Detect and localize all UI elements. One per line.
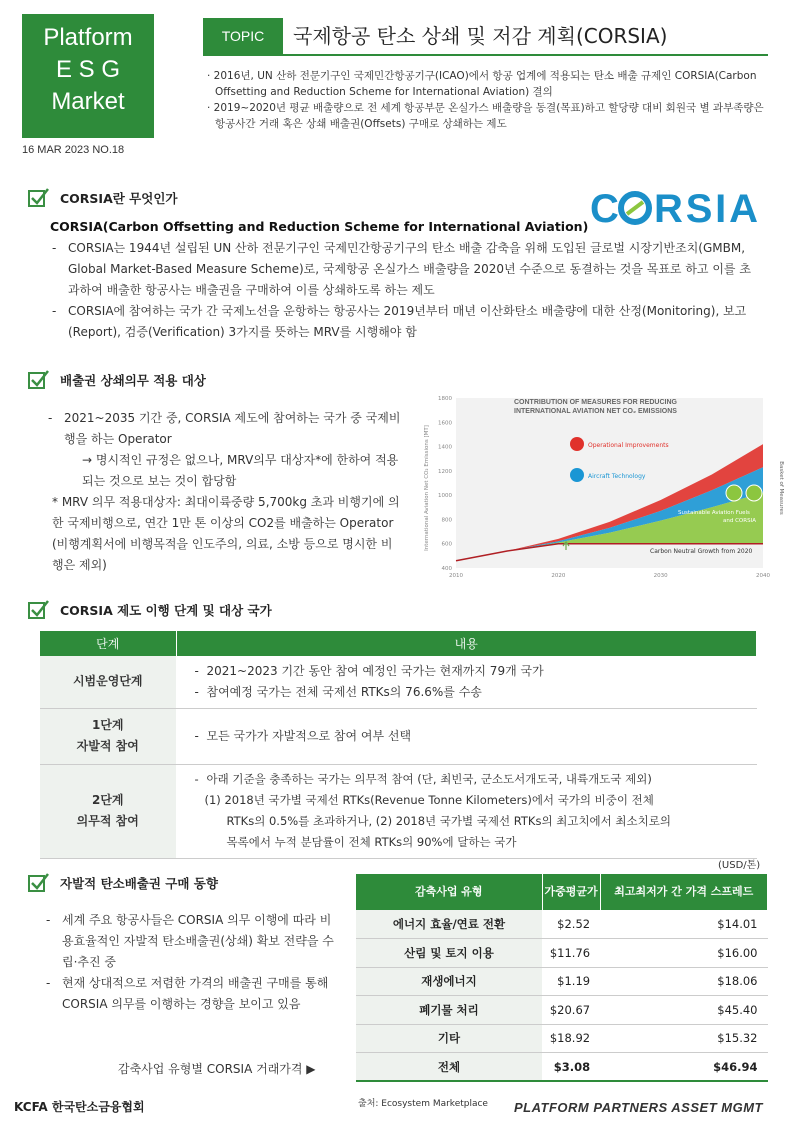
x-tick-label: 2010 <box>449 573 463 578</box>
section-title: 배출권 상쇄의무 적용 대상 <box>60 373 206 388</box>
bullet-item: - 세계 주요 항공사들은 CORSIA 의무 이행에 따라 비용효율적인 자발적 탄소배출권(상쇄) 확보 전략을 수립·추진 중 <box>44 910 340 973</box>
bullet-item: - CORSIA에 참여하는 국가 간 국제노선을 운항하는 항공사는 2019년부터 매년 이산화탄소 배출량에 대한 산정(Monitoring), 보고(Report), 검증(Verification) 3가지를 뜻하는 MRV를 시행해야 함 <box>50 301 760 343</box>
stage-subname: 의무적 참여 <box>76 814 139 828</box>
arrow-note: → 명시적인 규정은 없으나, MRV의무 대상자*에 한하여 적용되는 것으로 보는 것이 합당함 <box>82 453 399 488</box>
project-type: 기타 <box>356 1024 542 1053</box>
topic-badge: TOPIC <box>203 18 283 54</box>
stage-label <box>40 708 176 764</box>
bullet-item: - 2021~2035 기간 중, CORSIA 제도에 참여하는 국가 중 국제비행을 하는 Operator <box>46 408 402 450</box>
price-spread: $15.32 <box>600 1024 767 1053</box>
corsia-logo <box>590 186 760 230</box>
y-tick-label: 1000 <box>438 493 452 500</box>
price-spread: $14.01 <box>600 910 767 939</box>
price-spread: $45.40 <box>600 996 767 1025</box>
footnote-note: * MRV 의무 적용대상자: 최대이륙중량 5,700kg 초과 비행기에 의한 국제비행으로, 연간 1만 톤 이상의 CO2를 배출하는 Operator (비행계획서에 비행목적을 인도주의, 의료, 소방 등으로 명시한 비행은 제외) <box>52 495 400 572</box>
annotation-operational: Operational Improvements <box>588 442 669 449</box>
annotation-neutral: Carbon Neutral Growth from 2020 <box>650 548 753 555</box>
price-spread: $16.00 <box>600 939 767 968</box>
content-subline: (1) 2018년 국가별 국제선 RTKs(Revenue Tonne Kilometers)에서 국가의 비중이 전체 <box>204 793 654 807</box>
footer-org: KCFA 한국탄소금융협회 <box>14 1100 145 1114</box>
stage-content <box>176 764 757 858</box>
content-subline: 목록에서 누적 분담률이 전체 RTKs의 90%에 달하는 국가 <box>226 835 517 849</box>
stage-label <box>40 764 176 858</box>
section-heading-corsia <box>28 188 177 208</box>
stage-content <box>176 708 757 764</box>
project-type: 재생에너지 <box>356 967 542 996</box>
annotation-technology: Aircraft Technology <box>588 473 646 480</box>
content-line: - 2021~2023 기간 동안 참여 예정인 국가는 현재까지 79개 국가 <box>195 661 757 682</box>
masthead-line-1: Platform <box>43 24 133 51</box>
corsia-full-name: CORSIA(Carbon Offsetting and Reduction Scheme for International Aviation) <box>50 219 589 234</box>
svg-text:RSIA: RSIA <box>654 187 758 230</box>
masthead-logo <box>22 14 154 138</box>
y-tick-label: 1200 <box>438 468 452 475</box>
table-row-total <box>356 1053 768 1082</box>
footer-partner: PLATFORM PARTNERS ASSET MGMT <box>514 1100 763 1115</box>
average-price: $2.52 <box>542 910 600 939</box>
project-type: 전체 <box>356 1053 542 1082</box>
intro-summary <box>203 68 773 132</box>
project-type: 폐기물 처리 <box>356 996 542 1025</box>
chart-title-line2: INTERNATIONAL AVIATION NET CO₂ EMISSIONS <box>514 408 677 415</box>
content-line: - 모든 국가가 자발적으로 참여 여부 선택 <box>195 726 757 747</box>
column-header-type: 감축사업 유형 <box>356 874 542 910</box>
section-title: 자발적 탄소배출권 구매 동향 <box>60 876 218 891</box>
y-axis-label: International Aviation Net CO₂ Emissions [MT] <box>424 425 430 551</box>
section-heading-targets <box>28 370 206 390</box>
table-row <box>40 764 757 858</box>
price-spread: $46.94 <box>600 1053 767 1082</box>
price-table-header <box>356 874 768 910</box>
content-line: - 아래 기준을 충족하는 국가는 의무적 참여 (단, 최빈국, 군소도서개도국, 내륙개도국 제외) <box>195 769 757 790</box>
fuel-icon <box>726 485 742 501</box>
phase-table-header <box>40 631 757 656</box>
stage-subname: 자발적 참여 <box>76 739 139 753</box>
average-price: $1.19 <box>542 967 600 996</box>
intro-line: · 2016년, UN 산하 전문기구인 국제민간항공기구(ICAO)에서 항공 업계에 적용되는 탄소 배출 규제인 CORSIA(Carbon Offsetting and Reduction Scheme for International Aviation) 결의 <box>207 70 757 98</box>
table-row <box>40 656 757 708</box>
y-tick-label: 400 <box>441 566 452 572</box>
annotation-saf: Sustainable Aviation Fuels <box>678 510 750 516</box>
corsia-icon <box>746 485 762 501</box>
chart-title: CONTRIBUTION OF MEASURES FOR REDUCING <box>514 399 677 406</box>
average-price: $18.92 <box>542 1024 600 1053</box>
content-subline: RTKs의 0.5%를 초과하거나, (2) 2018년 국가별 국제선 RTKs의 최고치에서 최소치로의 <box>226 814 671 828</box>
intro-line: · 2019~2020년 평균 배출량으로 전 세계 항공부문 온실가스 배출량을 동결(목표)하고 할당량 대비 회원국 별 과부족량은 항공사간 거래 혹은 상쇄 배출권(Offsets) 구매로 상쇄하는 제도 <box>207 102 764 130</box>
average-price: $3.08 <box>542 1053 600 1082</box>
aircraft-icon <box>570 468 584 482</box>
emissions-chart-svg <box>418 388 788 578</box>
y-tick-label: 1600 <box>438 420 452 427</box>
x-tick-label: 2040 <box>756 573 770 578</box>
average-price: $20.67 <box>542 996 600 1025</box>
topic-header <box>203 18 768 56</box>
svg-text:C: C <box>590 187 619 230</box>
column-header-content: 내용 <box>176 631 757 656</box>
emissions-chart <box>418 388 788 578</box>
section-title: CORSIA 제도 이행 단계 및 대상 국가 <box>60 603 272 618</box>
stage-content <box>176 656 757 708</box>
project-type: 에너지 효율/연료 전환 <box>356 910 542 939</box>
checkbox-icon <box>28 370 50 390</box>
checkbox-icon <box>28 188 50 208</box>
phase-table <box>40 631 757 859</box>
table-row <box>40 708 757 764</box>
checkbox-icon <box>28 600 50 620</box>
project-type: 산림 및 토지 이용 <box>356 939 542 968</box>
table-row <box>356 996 768 1025</box>
issue-date: 16 MAR 2023 NO.18 <box>22 144 125 156</box>
stage-name: 1단계 <box>91 718 124 732</box>
right-axis-label: Basket of Measures <box>778 461 784 515</box>
y-tick-label: 600 <box>441 541 452 548</box>
table-row <box>356 939 768 968</box>
bullet-item: - 현재 상대적으로 저렴한 가격의 배출권 구매를 통해 CORSIA 의무를 이행하는 경향을 보이고 있음 <box>44 973 340 1015</box>
section1-bullets <box>50 238 760 343</box>
x-tick-label: 2020 <box>551 573 566 578</box>
table-caption: 감축사업 유형별 CORSIA 거래가격 ▶ <box>118 1062 316 1076</box>
bullet-item: - CORSIA는 1944년 설립된 UN 산하 전문기구인 국제민간항공기구의 탄소 배출 감축을 위해 도입된 글로벌 시장기반조치(GMBM, Global Market-Based Measure Scheme)로, 국제항공 온실가스 배출량을 2020년 수준으로 동결하는 것을 목표로 하고 이를 초과하여 배출한 항공사는 배출권을 구매하여 이를 상쇄하도록 하는 제도 <box>50 238 760 301</box>
content-line: - 참여예정 국가는 전체 국제선 RTKs의 76.6%를 수송 <box>195 682 757 703</box>
table-source: 출처: Ecosystem Marketplace <box>358 1099 488 1109</box>
stage-label <box>40 656 176 708</box>
section-title: CORSIA란 무엇인가 <box>60 191 178 206</box>
checkbox-icon <box>28 873 50 893</box>
y-tick-label: 1800 <box>438 396 452 402</box>
column-header-average: 가중평균가 <box>542 874 600 910</box>
section2-bullets <box>46 408 402 576</box>
section4-bullets <box>44 910 340 1015</box>
price-table <box>356 874 768 1082</box>
section-heading-phases <box>28 600 272 620</box>
operations-icon <box>570 437 584 451</box>
table-row <box>356 1024 768 1053</box>
unit-label: (USD/톤) <box>718 860 761 871</box>
table-row <box>356 910 768 939</box>
price-spread: $18.06 <box>600 967 767 996</box>
topic-title: 국제항공 탄소 상쇄 및 저감 계획(CORSIA) <box>293 24 668 48</box>
section-heading-voluntary <box>28 873 218 893</box>
masthead-line-3: Market <box>51 88 125 115</box>
x-tick-label: 2030 <box>653 573 668 578</box>
table-row <box>356 967 768 996</box>
column-header-spread: 최고최저가 간 가격 스프레드 <box>600 874 767 910</box>
stage-name: 시범운영단계 <box>72 674 143 689</box>
stage-name: 2단계 <box>91 793 124 807</box>
annotation-saf-2: and CORSIA <box>723 518 756 524</box>
masthead-line-2: E S G <box>55 56 121 83</box>
average-price: $11.76 <box>542 939 600 968</box>
y-tick-label: 1400 <box>438 444 452 451</box>
y-tick-label: 800 <box>441 517 452 524</box>
column-header-stage: 단계 <box>40 631 176 656</box>
